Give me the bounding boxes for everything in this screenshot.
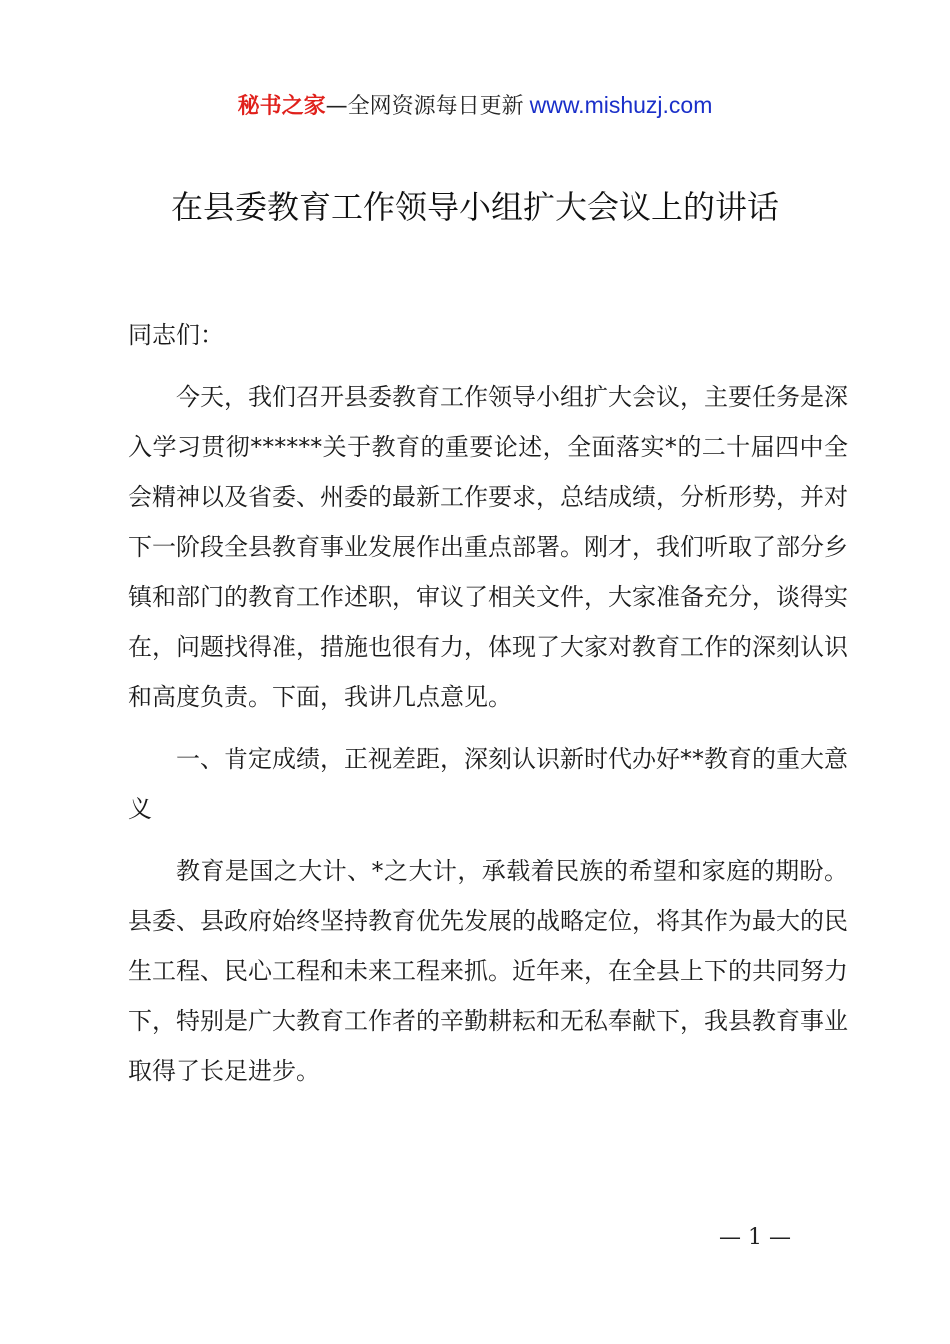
page-number: — 1 — bbox=[719, 1225, 791, 1250]
document-body bbox=[128, 310, 848, 1096]
site-header bbox=[0, 88, 950, 124]
document-title: 在县委教育工作领导小组扩大会议上的讲话 bbox=[170, 188, 779, 226]
header-slogan: —全网资源每日更新 bbox=[325, 94, 524, 119]
paragraph-education: 教育是国之大计、*之大计，承载着民族的希望和家庭的期盼。县委、县政府始终坚持教育优先发展的战略定位，将其作为最大的民生工程、民心工程和未来工程来抓。近年来，在全县上下的共同努力下，特别是广大教育工作者的辛勤耕耘和无私奉献下，我县教育事业取得了长足进步。 bbox=[128, 857, 848, 1085]
paragraph-intro: 今天，我们召开县委教育工作领导小组扩大会议，主要任务是深入学习贯彻******关于教育的重要论述，全面落实*的二十届四中全会精神以及省委、州委的最新工作要求，总结成绩，分析形势，并对下一阶段全县教育事业发展作出重点部署。刚才，我们听取了部分乡镇和部门的教育工作述职，审议了相关文件，大家准备充分，谈得实在，问题找得准，措施也很有力，体现了大家对教育工作的深刻认识和高度负责。下面，我讲几点意见。 bbox=[128, 383, 848, 711]
section-heading-one: 一、肯定成绩，正视差距，深刻认识新时代办好**教育的重大意义 bbox=[128, 745, 848, 823]
brand-name: 秘书之家 bbox=[237, 94, 326, 119]
salutation: 同志们： bbox=[128, 321, 224, 349]
site-url-link[interactable]: www.mishuzj.com bbox=[529, 92, 713, 118]
